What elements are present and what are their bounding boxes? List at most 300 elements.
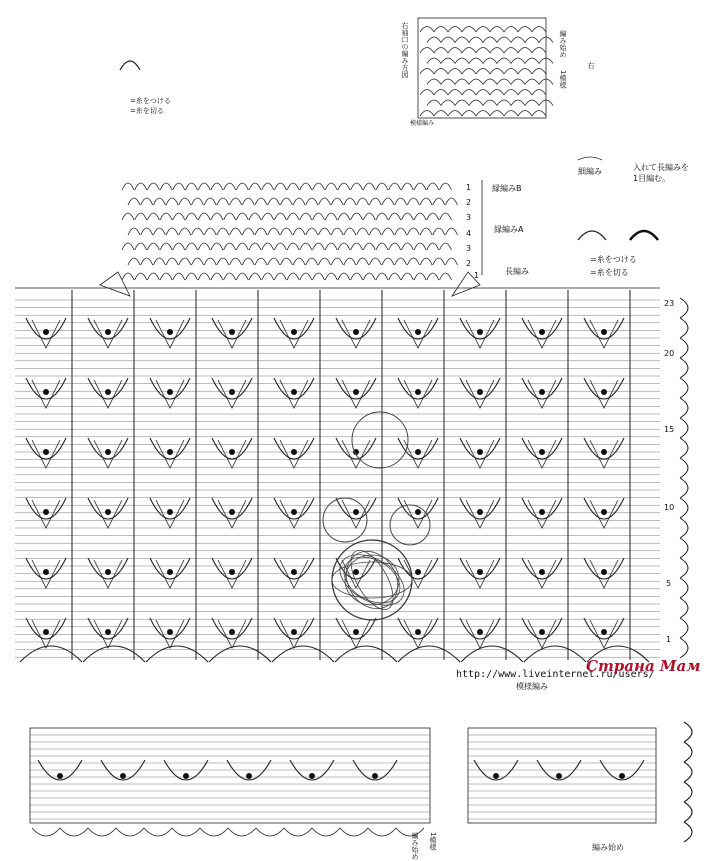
pineapple-arc <box>398 618 438 639</box>
mini-arch <box>511 100 525 106</box>
mini-arch <box>462 111 476 117</box>
pineapple-arc <box>398 378 438 399</box>
edge-arch <box>306 198 318 205</box>
right-scallop-edge <box>680 298 688 658</box>
edge-arch <box>382 198 394 205</box>
edge-arch <box>414 183 426 190</box>
band-dot <box>57 773 63 779</box>
edge-arch <box>230 198 242 205</box>
edge-arch <box>204 198 216 205</box>
mini-arch <box>532 48 546 54</box>
edge-arch <box>186 243 198 250</box>
edge-arch <box>217 198 229 205</box>
mini-arch <box>476 69 490 75</box>
edge-arch <box>344 198 356 205</box>
edge-arch <box>357 258 369 265</box>
pineapple-dot <box>415 569 421 575</box>
legend-crochet-mark <box>578 157 602 160</box>
pineapple-dot <box>601 569 607 575</box>
pineapple-arc <box>212 378 252 399</box>
pineapple-arc <box>584 378 624 399</box>
mini-arch <box>427 58 441 64</box>
edge-row-1: 1 <box>466 183 472 192</box>
edge-arch <box>224 213 236 220</box>
edge-arch <box>249 273 261 280</box>
pineapple-arc <box>274 318 314 339</box>
edge-arch <box>313 183 325 190</box>
edge-arch <box>192 228 204 235</box>
band-dot <box>372 773 378 779</box>
pineapple-arc <box>150 498 190 519</box>
edging-a-label: 縁編みA <box>494 225 524 234</box>
edge-arch <box>153 198 165 205</box>
pineapple-dot <box>539 329 545 335</box>
pineapple-arc <box>398 438 438 459</box>
mini-arch <box>497 37 511 43</box>
mini-arch <box>525 58 539 64</box>
band-dot <box>246 773 252 779</box>
pineapple-dot <box>415 449 421 455</box>
pineapple-dot <box>229 389 235 395</box>
edge-arch <box>255 198 267 205</box>
yarn-strand <box>332 562 412 598</box>
edge-arch <box>198 273 210 280</box>
band-bottom-scallop <box>256 828 284 836</box>
pineapple-dot <box>167 629 173 635</box>
edge-arch <box>376 183 388 190</box>
mini-arch <box>420 27 434 33</box>
pineapple-arc <box>584 318 624 339</box>
edge-arch <box>351 183 363 190</box>
legend-arch-top-left <box>120 61 140 70</box>
edge-arch <box>147 183 159 190</box>
pineapple-arc <box>336 318 376 339</box>
right-scallop <box>680 378 688 398</box>
mini-arch <box>441 79 455 85</box>
pineapple-arc <box>522 618 562 639</box>
pineapple-arc <box>398 558 438 579</box>
edge-arch <box>440 243 452 250</box>
mini-arch <box>427 100 441 106</box>
edge-arch <box>179 198 191 205</box>
edge-arch <box>274 183 286 190</box>
edge-arch <box>420 198 432 205</box>
edge-arch <box>135 213 147 220</box>
legend-single-crochet-label: 細編み <box>578 167 602 176</box>
pineapple-arc <box>26 318 66 339</box>
top-mini-chart <box>418 18 553 118</box>
mini-arch <box>420 90 434 96</box>
right-scallop <box>680 638 688 658</box>
edge-arch <box>166 258 178 265</box>
row-number-20: 20 <box>664 349 675 358</box>
mini-arch <box>525 100 539 106</box>
right-scallop <box>680 298 688 318</box>
edge-arch <box>173 183 185 190</box>
pineapple-dot <box>43 569 49 575</box>
pineapple-dot <box>601 509 607 515</box>
edge-arch <box>351 213 363 220</box>
pineapple-arc <box>88 498 128 519</box>
pineapple-arc <box>522 558 562 579</box>
legend-symbols <box>120 61 658 240</box>
right-scallop <box>680 358 688 378</box>
edge-arch <box>173 213 185 220</box>
mini-arch <box>462 27 476 33</box>
pineapple-arc <box>150 318 190 339</box>
edge-arch <box>274 243 286 250</box>
pineapple-arc <box>584 618 624 639</box>
edge-arch <box>224 273 236 280</box>
main-pattern-chart <box>15 288 660 662</box>
edge-arch <box>433 198 445 205</box>
edge-arch <box>313 243 325 250</box>
edge-arch <box>440 183 452 190</box>
edge-arch <box>331 258 343 265</box>
band-right-scallop <box>684 822 692 842</box>
pineapple-dot <box>291 449 297 455</box>
legend-note-line1: 入れて長編みを <box>633 163 689 172</box>
pineapple-dot <box>105 629 111 635</box>
pineapple-dot <box>105 569 111 575</box>
edge-arch <box>363 243 375 250</box>
edge-arch <box>135 243 147 250</box>
edge-arch <box>274 213 286 220</box>
right-scallop <box>680 338 688 358</box>
edge-arch <box>313 213 325 220</box>
edge-row-1b: 1 <box>474 271 480 280</box>
edge-arch <box>325 183 337 190</box>
edge-arch <box>262 243 274 250</box>
bottom-scallop <box>20 646 82 662</box>
edge-arch <box>414 273 426 280</box>
edge-arch <box>401 243 413 250</box>
mini-arch <box>441 100 455 106</box>
edge-arch <box>192 198 204 205</box>
pineapple-dot <box>601 329 607 335</box>
pineapple-dot <box>105 329 111 335</box>
mini-arch <box>462 90 476 96</box>
edge-arch <box>268 228 280 235</box>
bottom-left-start-label: 編み始め <box>411 832 419 860</box>
legend-note-line2: 1目編む。 <box>633 174 671 183</box>
pineapple-dot <box>601 629 607 635</box>
mini-arch <box>448 90 462 96</box>
edge-arch <box>287 213 299 220</box>
mini-arch <box>434 48 448 54</box>
mini-arch <box>518 27 532 33</box>
edge-arch <box>160 243 172 250</box>
pineapple-dot <box>539 389 545 395</box>
band-bottom-scallop <box>368 828 396 836</box>
edge-arch <box>249 213 261 220</box>
edge-arch <box>280 198 292 205</box>
mini-arch <box>476 27 490 33</box>
edge-arch <box>395 228 407 235</box>
yarn-strand <box>336 542 408 618</box>
band-bottom-scallop <box>60 828 88 836</box>
edge-arch <box>300 273 312 280</box>
right-scallop <box>680 318 688 338</box>
mini-arch <box>532 69 546 75</box>
edge-arch <box>331 198 343 205</box>
mini-arch <box>483 58 497 64</box>
mini-arch <box>497 58 511 64</box>
mini-arch <box>448 48 462 54</box>
mini-arch <box>469 100 483 106</box>
edge-arch <box>186 183 198 190</box>
site-watermark: Страна Мам <box>586 657 701 675</box>
edge-arch <box>262 183 274 190</box>
edge-arch <box>230 258 242 265</box>
edge-arch <box>204 258 216 265</box>
mini-arch <box>525 79 539 85</box>
edging-b-label: 縁編みB <box>492 184 522 193</box>
edge-arch <box>179 258 191 265</box>
edge-arch <box>306 228 318 235</box>
band-bottom-scallop <box>340 828 368 836</box>
legend-arch-b <box>630 231 658 240</box>
edge-arch <box>211 243 223 250</box>
mini-arch <box>455 58 469 64</box>
bottom-scallop <box>335 646 397 662</box>
pineapple-dot <box>229 509 235 515</box>
pineapple-arc <box>88 378 128 399</box>
mini-arch <box>490 90 504 96</box>
mini-arch <box>434 90 448 96</box>
legend-cut-yarn-right: =糸を切る <box>590 268 629 277</box>
mini-arch <box>420 69 434 75</box>
edge-arch <box>325 273 337 280</box>
pineapple-arc <box>522 318 562 339</box>
band-bottom-scallop <box>144 828 172 836</box>
mini-arch <box>448 111 462 117</box>
edge-arch <box>211 213 223 220</box>
mini-arch <box>434 111 448 117</box>
legend-arch-a <box>578 231 606 240</box>
pineapple-dot <box>353 509 359 515</box>
pineapple-dot <box>105 449 111 455</box>
edge-arch <box>173 273 185 280</box>
pineapple-dot <box>43 329 49 335</box>
edge-arch <box>325 213 337 220</box>
right-scallop <box>680 578 688 598</box>
pineapple-dot <box>167 509 173 515</box>
edge-arch <box>325 243 337 250</box>
band-bottom-scallop <box>32 828 60 836</box>
pineapple-dot <box>353 329 359 335</box>
pineapple-dot <box>539 569 545 575</box>
pineapple-dot <box>415 389 421 395</box>
edge-arch <box>331 228 343 235</box>
legend-attach-yarn-right: =糸をつける <box>590 255 637 264</box>
edge-arch <box>433 258 445 265</box>
edge-arch <box>236 273 248 280</box>
pineapple-arc <box>336 438 376 459</box>
edge-arch <box>249 243 261 250</box>
mini-arch <box>518 90 532 96</box>
edge-arch <box>186 213 198 220</box>
edge-arch <box>198 213 210 220</box>
mini-arch <box>420 48 434 54</box>
edge-arch <box>338 243 350 250</box>
right-scallop <box>680 618 688 638</box>
edge-arch <box>141 258 153 265</box>
edge-arch <box>122 243 134 250</box>
mini-arch <box>462 48 476 54</box>
edge-row-2: 2 <box>466 198 472 207</box>
edge-arch <box>166 198 178 205</box>
pineapple-arc <box>274 498 314 519</box>
mini-arch <box>441 58 455 64</box>
pineapple-arc <box>26 438 66 459</box>
edge-arch <box>242 198 254 205</box>
edge-arch <box>153 258 165 265</box>
edge-arch <box>376 273 388 280</box>
edge-arch <box>300 183 312 190</box>
mini-arch <box>469 58 483 64</box>
band-right-scallop <box>684 802 692 822</box>
mini-arch <box>490 27 504 33</box>
row-number-15: 15 <box>664 425 675 434</box>
pineapple-arc <box>150 438 190 459</box>
pineapple-dot <box>353 629 359 635</box>
bottom-scallop <box>398 646 460 662</box>
pineapple-arc <box>88 618 128 639</box>
bottom-scallop <box>461 646 523 662</box>
edge-arch <box>186 273 198 280</box>
edge-arch <box>306 258 318 265</box>
pineapple-arc <box>26 378 66 399</box>
pineapple-arc <box>88 438 128 459</box>
top-diagram-start: 編み始め <box>559 30 567 58</box>
edge-arch <box>389 183 401 190</box>
pineapple-dot <box>229 569 235 575</box>
pineapple-arc <box>88 558 128 579</box>
right-scallop <box>680 438 688 458</box>
mini-arch <box>441 37 455 43</box>
pineapple-dot <box>353 569 359 575</box>
edge-arch <box>236 243 248 250</box>
band-right-scallop <box>684 782 692 802</box>
band-bottom-scallop <box>312 828 340 836</box>
mini-arch <box>434 69 448 75</box>
band-dot <box>183 773 189 779</box>
pineapple-dot <box>415 629 421 635</box>
edge-arch <box>440 273 452 280</box>
edge-arch <box>128 258 140 265</box>
pineapple-dot <box>601 449 607 455</box>
mini-arch <box>455 37 469 43</box>
edge-arch <box>192 258 204 265</box>
pineapple-dot <box>353 389 359 395</box>
pineapple-arc <box>584 558 624 579</box>
edge-arch <box>395 258 407 265</box>
pineapple-dot <box>43 509 49 515</box>
edge-arch <box>363 273 375 280</box>
edge-arch <box>395 198 407 205</box>
edge-arch <box>382 258 394 265</box>
edge-arch <box>338 273 350 280</box>
mini-arch <box>532 90 546 96</box>
edge-arch <box>389 213 401 220</box>
edge-arch <box>268 258 280 265</box>
pineapple-dot <box>415 509 421 515</box>
mini-arch <box>490 111 504 117</box>
pineapple-dot <box>477 449 483 455</box>
edge-row-3: 3 <box>466 213 472 222</box>
pineapple-arc <box>274 378 314 399</box>
pineapple-arc <box>398 498 438 519</box>
right-scallop <box>680 558 688 578</box>
edge-arch <box>446 258 458 265</box>
mini-arch <box>497 100 511 106</box>
pineapple-dot <box>43 629 49 635</box>
pineapple-dot <box>43 449 49 455</box>
edge-arch <box>389 273 401 280</box>
pineapple-dot <box>291 389 297 395</box>
right-scallop <box>680 398 688 418</box>
edge-arch <box>122 273 134 280</box>
edge-arch <box>236 183 248 190</box>
right-scallop <box>680 418 688 438</box>
edge-arch <box>300 213 312 220</box>
edge-arch <box>128 228 140 235</box>
edge-row-2b: 2 <box>466 259 472 268</box>
mini-arch <box>504 27 518 33</box>
mini-arch <box>448 27 462 33</box>
edge-arch <box>147 243 159 250</box>
pineapple-arc <box>150 618 190 639</box>
mini-arch <box>448 69 462 75</box>
pattern-label: 模様編み <box>516 682 548 691</box>
mini-arch <box>518 69 532 75</box>
pineapple-arc <box>522 378 562 399</box>
bottom-scallop <box>146 646 208 662</box>
edge-arch <box>369 258 381 265</box>
band-bottom-scallop <box>200 828 228 836</box>
edge-arch <box>407 228 419 235</box>
pineapple-arc <box>274 438 314 459</box>
pineapple-arc <box>336 618 376 639</box>
top-diagram-marker-right: 右 <box>587 62 595 69</box>
edge-arch <box>262 273 274 280</box>
edge-arch <box>446 228 458 235</box>
edge-arch <box>382 228 394 235</box>
band-bottom-scallop <box>284 828 312 836</box>
pineapple-dot <box>105 389 111 395</box>
legend-cut-yarn: =糸を切る <box>130 107 164 115</box>
right-scallop <box>680 458 688 478</box>
edge-arch <box>427 183 439 190</box>
pineapple-dot <box>477 389 483 395</box>
mini-arch <box>490 48 504 54</box>
pineapple-dot <box>477 569 483 575</box>
edge-arch <box>401 183 413 190</box>
edge-arch <box>160 273 172 280</box>
edge-arch <box>211 183 223 190</box>
mini-arch <box>476 90 490 96</box>
edge-arch <box>357 228 369 235</box>
edge-arch <box>293 198 305 205</box>
mini-arch <box>511 79 525 85</box>
edge-arch <box>376 243 388 250</box>
pineapple-arc <box>460 498 500 519</box>
edge-arch <box>287 243 299 250</box>
edge-arch <box>376 213 388 220</box>
pineapple-arc <box>150 558 190 579</box>
edge-corner-left <box>100 272 130 296</box>
